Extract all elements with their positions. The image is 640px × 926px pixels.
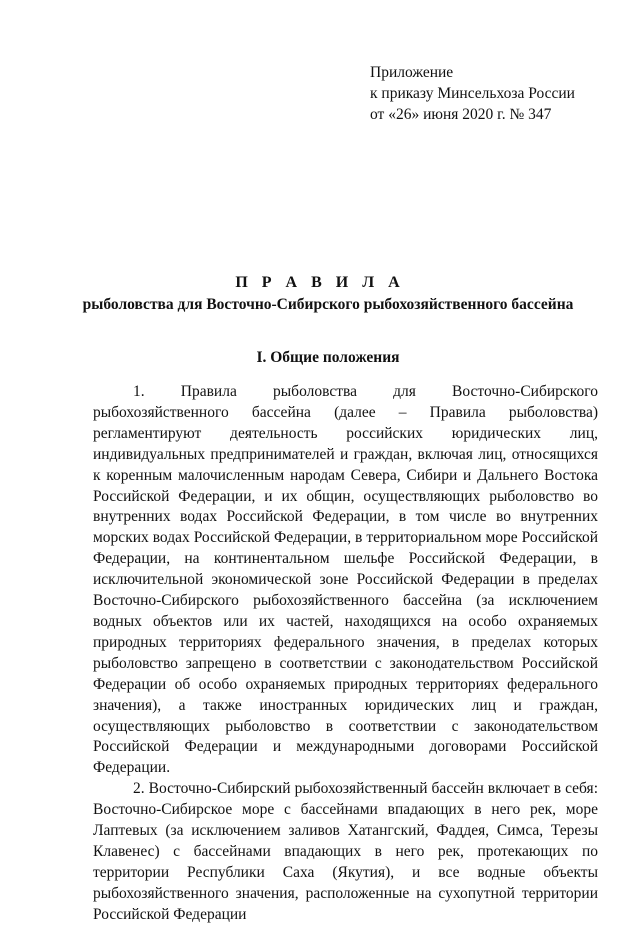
paragraph: 1. Правила рыболовства для Восточно-Сибирского рыбохозяйственного бассейна (далее – Правила рыболовства) регламентируют деятельность российских юридических лиц, индивидуальных предпринимателей и граждан, включая лиц, относящихся к коренным малочисленным народам Севера, Сибири и Дальнего Востока Российской Федерации, и их общин, осуществляющих рыболовство во внутренних водах Российской Федерации, в том числе во внутренних морских водах Российской Федерации, в территориальном море Российской Федерации, на континентальном шельфе Российской Федерации, в исключительной экономической зоне Российской Федерации в пределах Восточно-Сибирского рыбохозяйственного бассейна (за исключением водных объектов или их частей, находящихся на особо охраняемых природных территориях федерального значения, в пределах которых рыболовство запрещено в соответствии с законодательством Российской Федерации об особо охраняемых природных территориях федерального значения), а также иностранных юридических лиц и граждан, осуществляющих рыболовство в соответствии с законодательством Российской Федерации и международными договорами Российской Федерации. — [93, 383, 598, 777]
attachment-line: Приложение — [370, 64, 454, 81]
attachment-date-line: от «26» июня 2020 г. № 347 — [370, 106, 552, 123]
attachment-order-line: к приказу Минсельхоза России — [370, 85, 575, 102]
section-heading: I. Общие положения — [256, 349, 400, 366]
document-subtitle: рыболовства для Восточно-Сибирского рыбохозяйственного бассейна — [82, 296, 574, 313]
attachment-block — [370, 62, 610, 125]
document-body — [93, 382, 598, 926]
document-title: П Р А В И Л А — [235, 274, 405, 291]
paragraph: 2. Восточно-Сибирский рыбохозяйственный бассейн включает в себя: Восточно-Сибирское море с бассейнами впадающих в него рек, море Лаптевых (за исключением заливов Хатангский, Фаддея, Симса, Терезы Клавенес) с бассейнами впадающих в него рек, протекающих по территории Республики Саха (Якутия), и все водные объекты рыбохозяйственного значения, расположенные на сухопутной территории Российской Федерации — [93, 780, 598, 923]
